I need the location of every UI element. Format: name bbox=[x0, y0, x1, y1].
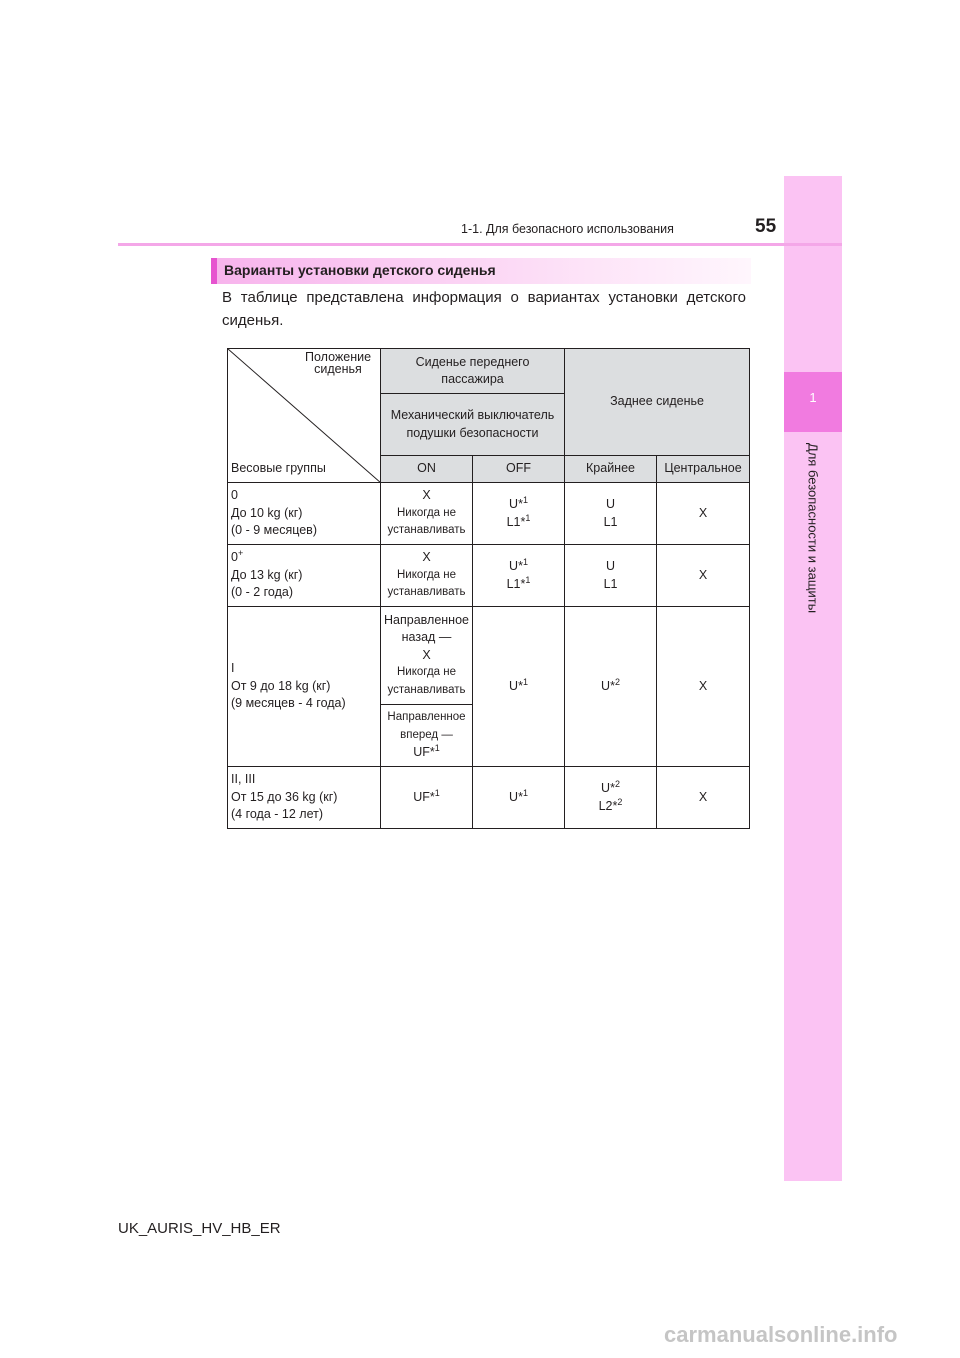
group-cell: 0 До 10 kg (кг) (0 - 9 месяцев) bbox=[228, 483, 381, 545]
col-center: Центральное bbox=[657, 456, 750, 483]
off-cell: U*$^1$ L1*$^1$ bbox=[473, 483, 565, 545]
table-row bbox=[228, 545, 750, 607]
chapter-tab-label: Для безопасности и защиты bbox=[805, 442, 821, 614]
table-row bbox=[228, 767, 750, 829]
section-title: Варианты установки детского сиденья bbox=[224, 262, 496, 278]
col-outer: Крайнее bbox=[565, 456, 657, 483]
on-forward-cell: Направленное вперед — UF*$^1$ bbox=[381, 705, 473, 767]
group-cell: II, III От 15 до 36 kg (кг) (4 года - 12 лет) bbox=[228, 767, 381, 829]
outer-cell: U*$^2$ bbox=[565, 607, 657, 767]
center-cell: X bbox=[657, 767, 750, 829]
off-cell: U*$^1$ bbox=[473, 607, 565, 767]
corner-cell bbox=[228, 349, 381, 483]
corner-weight-groups: Весовые группы bbox=[231, 460, 326, 475]
chapter-title: 1-1. Для безопасного использования bbox=[461, 222, 674, 236]
corner-seat-position: Положение сиденья bbox=[304, 350, 372, 376]
table-row bbox=[228, 607, 750, 705]
on-rear-facing-cell: Направленное назад — X Никогда не устанавливать bbox=[381, 607, 473, 705]
side-strip bbox=[784, 176, 842, 1181]
on-cell: UF*$^1$ bbox=[381, 767, 473, 829]
outer-cell: U*$^2$ L2*$^2$ bbox=[565, 767, 657, 829]
page-number: 55 bbox=[755, 216, 777, 237]
header-divider bbox=[118, 243, 842, 246]
col-on: ON bbox=[381, 456, 473, 483]
section-accent bbox=[211, 258, 217, 284]
group-cell: I От 9 до 18 kg (кг) (9 месяцев - 4 года) bbox=[228, 607, 381, 767]
outer-cell: U L1 bbox=[565, 483, 657, 545]
off-cell: U*$^1$ bbox=[473, 767, 565, 829]
child-seat-table bbox=[227, 348, 750, 829]
airbag-switch-header: Механический выключатель подушки безопасности bbox=[381, 394, 565, 456]
col-off: OFF bbox=[473, 456, 565, 483]
center-cell: X bbox=[657, 607, 750, 767]
on-cell: X Никогда не устанавливать bbox=[381, 545, 473, 607]
front-seat-header: Сиденье переднего пассажира bbox=[381, 349, 565, 394]
watermark: carmanualsonline.info bbox=[664, 1322, 898, 1347]
intro-paragraph: В таблице представлена информация о вариантах установки детского сиденья. bbox=[222, 289, 746, 329]
center-cell: X bbox=[657, 545, 750, 607]
off-cell: U*$^1$ L1*$^1$ bbox=[473, 545, 565, 607]
table-row bbox=[228, 483, 750, 545]
chapter-tab-number: 1 bbox=[809, 390, 817, 405]
center-cell: X bbox=[657, 483, 750, 545]
group-cell: 0+ До 13 kg (кг) (0 - 2 года) bbox=[228, 545, 381, 607]
rear-seat-header: Заднее сиденье bbox=[565, 349, 750, 456]
doc-code: UK_AURIS_HV_HB_ER bbox=[118, 1220, 281, 1237]
on-cell: X Никогда не устанавливать bbox=[381, 483, 473, 545]
outer-cell: U L1 bbox=[565, 545, 657, 607]
